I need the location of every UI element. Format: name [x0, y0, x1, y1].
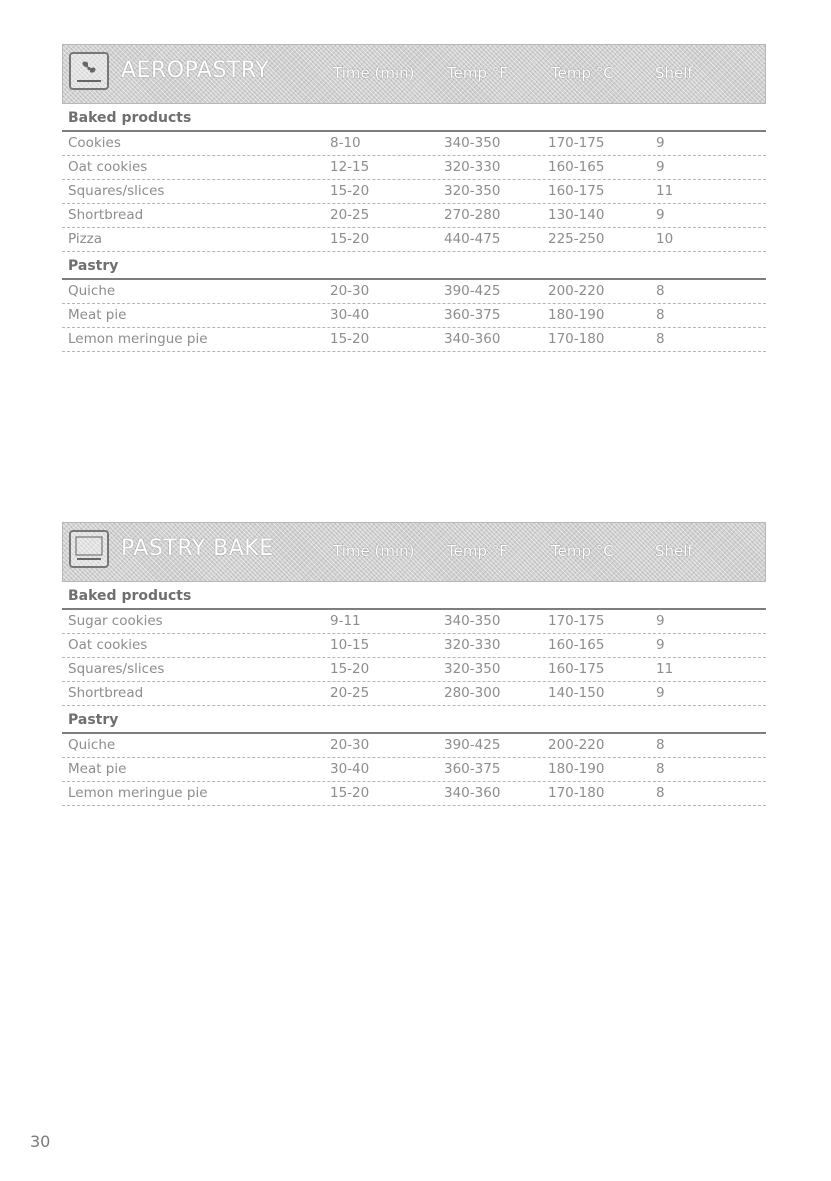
temp-f-value: 320-330: [444, 159, 501, 175]
pastry-table: [62, 734, 766, 806]
temp-f-value: 360-375: [444, 307, 501, 323]
temp-c-value: 160-165: [548, 637, 605, 653]
time-value: 20-25: [330, 207, 370, 223]
shelf-value: 9: [656, 207, 665, 223]
shelf-value: 9: [656, 159, 665, 175]
time-value: 15-20: [330, 183, 370, 199]
temp-c-value: 130-140: [548, 207, 605, 223]
item-name: Meat pie: [68, 307, 127, 323]
item-name: Shortbread: [68, 207, 144, 223]
temp-c-value: 170-175: [548, 613, 605, 629]
shelf-value: 8: [656, 737, 665, 753]
oven-bottom-heat-icon: [69, 530, 109, 568]
pastry-bake-section: [62, 522, 766, 806]
column-header-time: Time (min): [333, 64, 415, 82]
item-name: Lemon meringue pie: [68, 785, 208, 801]
time-value: 15-20: [330, 785, 370, 801]
item-name: Pizza: [68, 231, 103, 247]
temp-f-value: 320-350: [444, 661, 501, 677]
item-name: Squares/slices: [68, 661, 165, 677]
page-number: 30: [30, 1132, 51, 1151]
shelf-value: 8: [656, 331, 665, 347]
item-name: Squares/slices: [68, 183, 165, 199]
aeropastry-section: [62, 44, 766, 352]
item-name: Shortbread: [68, 685, 144, 701]
column-header-shelf: Shelf: [655, 64, 693, 82]
time-value: 8-10: [330, 135, 361, 151]
shelf-value: 9: [656, 685, 665, 701]
time-value: 10-15: [330, 637, 370, 653]
time-value: 12-15: [330, 159, 370, 175]
table-row: [62, 304, 766, 328]
pastry-table: [62, 280, 766, 352]
item-name: Cookies: [68, 135, 121, 151]
temp-f-value: 440-475: [444, 231, 501, 247]
time-value: 30-40: [330, 307, 370, 323]
table-row: [62, 758, 766, 782]
aeropastry-header-banner: [62, 44, 766, 104]
time-value: 9-11: [330, 613, 361, 629]
temp-c-value: 160-175: [548, 183, 605, 199]
table-row: [62, 734, 766, 758]
item-name: Oat cookies: [68, 637, 148, 653]
shelf-value: 8: [656, 283, 665, 299]
table-row: [62, 634, 766, 658]
temp-f-value: 340-360: [444, 785, 501, 801]
shelf-value: 8: [656, 785, 665, 801]
shelf-value: 11: [656, 183, 674, 199]
baked-products-table: [62, 610, 766, 706]
temp-c-value: 170-180: [548, 785, 605, 801]
temp-f-value: 340-350: [444, 135, 501, 151]
temp-c-value: 160-175: [548, 661, 605, 677]
temp-c-value: 200-220: [548, 283, 605, 299]
column-header-temp-f: Temp °F: [447, 542, 508, 560]
temp-c-value: 180-190: [548, 761, 605, 777]
time-value: 30-40: [330, 761, 370, 777]
temp-f-value: 340-360: [444, 331, 501, 347]
time-value: 15-20: [330, 331, 370, 347]
shelf-value: 10: [656, 231, 674, 247]
shelf-value: 9: [656, 135, 665, 151]
item-name: Oat cookies: [68, 159, 148, 175]
temp-f-value: 280-300: [444, 685, 501, 701]
table-row: [62, 180, 766, 204]
temp-c-value: 170-180: [548, 331, 605, 347]
time-value: 20-30: [330, 283, 370, 299]
shelf-value: 9: [656, 613, 665, 629]
mode-name: PASTRY BAKE: [121, 536, 274, 561]
temp-c-value: 170-175: [548, 135, 605, 151]
column-header-shelf: Shelf: [655, 542, 693, 560]
time-value: 20-25: [330, 685, 370, 701]
table-row: [62, 228, 766, 252]
item-name: Lemon meringue pie: [68, 331, 208, 347]
table-row: [62, 328, 766, 352]
temp-f-value: 320-330: [444, 637, 501, 653]
item-name: Quiche: [68, 737, 116, 753]
column-header-temp-c: Temp °C: [551, 542, 614, 560]
fan-icon: [69, 52, 109, 90]
temp-f-value: 390-425: [444, 737, 501, 753]
temp-f-value: 390-425: [444, 283, 501, 299]
temp-f-value: 360-375: [444, 761, 501, 777]
group-heading-pastry: Pastry: [62, 254, 766, 280]
table-row: [62, 156, 766, 180]
pastry-bake-header-banner: [62, 522, 766, 582]
table-row: [62, 204, 766, 228]
temp-f-value: 320-350: [444, 183, 501, 199]
table-row: [62, 782, 766, 806]
mode-name: AEROPASTRY: [121, 58, 270, 83]
temp-c-value: 180-190: [548, 307, 605, 323]
temp-c-value: 140-150: [548, 685, 605, 701]
group-heading-baked-products: Baked products: [62, 106, 766, 132]
item-name: Quiche: [68, 283, 116, 299]
temp-c-value: 225-250: [548, 231, 605, 247]
temp-f-value: 270-280: [444, 207, 501, 223]
temp-f-value: 340-350: [444, 613, 501, 629]
shelf-value: 8: [656, 761, 665, 777]
table-row: [62, 132, 766, 156]
group-heading-baked-products: Baked products: [62, 584, 766, 610]
temp-c-value: 200-220: [548, 737, 605, 753]
item-name: Meat pie: [68, 761, 127, 777]
table-row: [62, 682, 766, 706]
time-value: 15-20: [330, 231, 370, 247]
group-heading-pastry: Pastry: [62, 708, 766, 734]
shelf-value: 8: [656, 307, 665, 323]
column-header-time: Time (min): [333, 542, 415, 560]
column-header-temp-f: Temp °F: [447, 64, 508, 82]
table-row: [62, 658, 766, 682]
table-row: [62, 280, 766, 304]
time-value: 20-30: [330, 737, 370, 753]
time-value: 15-20: [330, 661, 370, 677]
baked-products-table: [62, 132, 766, 252]
shelf-value: 11: [656, 661, 674, 677]
temp-c-value: 160-165: [548, 159, 605, 175]
item-name: Sugar cookies: [68, 613, 163, 629]
table-row: [62, 610, 766, 634]
shelf-value: 9: [656, 637, 665, 653]
column-header-temp-c: Temp °C: [551, 64, 614, 82]
